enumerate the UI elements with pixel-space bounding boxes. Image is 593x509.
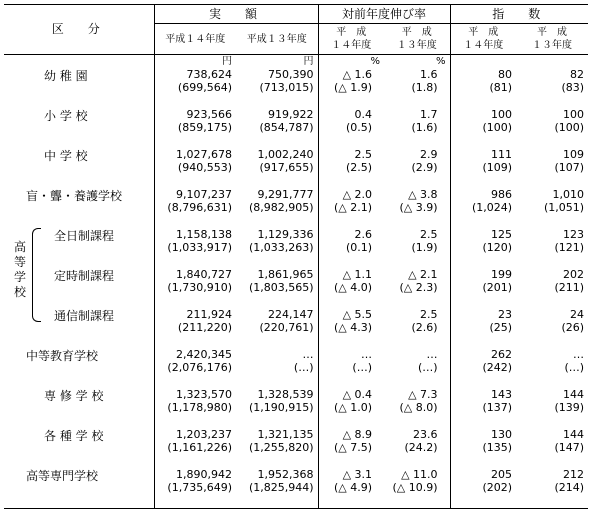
table-row [4, 188, 588, 228]
row-label [4, 148, 154, 188]
cell-amount-h13 [236, 268, 318, 308]
cell-value-paren: (25) [489, 321, 513, 334]
cell-value: 1,158,138 [176, 228, 232, 241]
cell-growth-h13 [384, 68, 450, 108]
row-label [4, 108, 154, 148]
cell-value: △ 7.3 [408, 388, 438, 401]
cell-value-paren: (△ 4.9) [333, 481, 373, 494]
cell-value-paren: (△ 10.9) [392, 481, 438, 494]
cell-amount-h13 [236, 108, 318, 148]
cell-value: 1.6 [420, 68, 438, 81]
cell-value: △ 2.1 [408, 268, 438, 281]
cell-value-paren: (1,033,263) [248, 241, 314, 254]
row-label [4, 348, 154, 388]
cell-value: 262 [491, 348, 513, 361]
cell-value: 2,420,345 [176, 348, 232, 361]
cell-amount-h14 [154, 468, 236, 509]
table-row [4, 108, 588, 148]
row-label [4, 428, 154, 468]
cell-growth-h14 [318, 348, 384, 388]
cell-value-paren: (1,051) [543, 201, 585, 214]
cell-growth-h14 [318, 188, 384, 228]
cell-value-paren: (2.6) [411, 321, 438, 334]
header-index: 指 数 [450, 5, 588, 24]
cell-value-paren: (139) [554, 401, 585, 414]
row-label-text: 小 学 校 [44, 109, 88, 123]
cell-index-h13 [516, 468, 588, 509]
cell-growth-h13 [384, 188, 450, 228]
cell-index-h14 [450, 108, 516, 148]
cell-index-h14 [450, 388, 516, 428]
cell-value-paren: (△ 1.9) [333, 81, 373, 94]
cell-amount-h13 [236, 348, 318, 388]
cell-value-paren: (…) [564, 361, 585, 374]
cell-value-paren: (242) [482, 361, 513, 374]
unit-row [4, 55, 588, 69]
cell-value-paren: (81) [489, 81, 513, 94]
table-row [4, 268, 588, 308]
cell-value: 9,291,777 [257, 188, 314, 201]
cell-value: △ 11.0 [401, 468, 438, 481]
cell-growth-h14 [318, 308, 384, 348]
cell-amount-h13 [236, 388, 318, 428]
cell-value: 1,002,240 [257, 148, 314, 161]
cell-value: … [426, 348, 438, 361]
cell-value: 1,952,368 [257, 468, 314, 481]
cell-value-paren: (1,178,980) [167, 401, 232, 414]
cell-value: △ 1.6 [342, 68, 373, 81]
cell-value-paren: (1,024) [471, 201, 513, 214]
cell-value-paren: (2.9) [411, 161, 438, 174]
cell-value: 2.6 [354, 228, 373, 241]
cell-value-paren: (1,803,565) [248, 281, 314, 294]
cell-value-paren: (859,175) [177, 121, 232, 134]
row-label-text: 定時制課程 [54, 269, 115, 283]
row-label-text: 盲・聾・養護学校 [26, 189, 123, 203]
cell-amount-h14 [154, 348, 236, 388]
table-row [4, 348, 588, 388]
cell-value: 738,624 [186, 68, 232, 81]
cell-value-paren: (137) [482, 401, 513, 414]
cell-value-paren: (…) [293, 361, 314, 374]
cell-value-paren: (26) [561, 321, 585, 334]
cell-value: … [302, 348, 314, 361]
expenditure-table [4, 4, 588, 509]
cell-growth-h13 [384, 148, 450, 188]
header-h14-growth: 平 成 １４年度 [318, 24, 384, 55]
cell-index-h14 [450, 268, 516, 308]
cell-index-h14 [450, 428, 516, 468]
cell-value-paren: (△ 2.3) [399, 281, 438, 294]
cell-value: 143 [491, 388, 513, 401]
cell-amount-h13 [236, 228, 318, 268]
cell-value-paren: (1.6) [411, 121, 438, 134]
cell-value: 211,924 [186, 308, 232, 321]
cell-value-paren: (8,982,905) [248, 201, 314, 214]
cell-value-paren: (83) [561, 81, 585, 94]
cell-value: 144 [563, 388, 585, 401]
cell-value: … [573, 348, 585, 361]
cell-value-paren: (940,553) [177, 161, 232, 174]
row-label-text: 各 種 学 校 [44, 429, 104, 443]
cell-value: 1,328,539 [257, 388, 314, 401]
cell-value: 224,147 [268, 308, 314, 321]
cell-growth-h14 [318, 388, 384, 428]
cell-value-paren: (100) [482, 121, 513, 134]
cell-value: 923,566 [186, 108, 232, 121]
cell-value-paren: (1,255,820) [248, 441, 314, 454]
cell-value: 2.5 [354, 148, 373, 161]
cell-value: 2.5 [420, 228, 438, 241]
cell-value-paren: (△ 2.1) [333, 201, 373, 214]
header-h13-index: 平 成 １３年度 [516, 24, 588, 55]
cell-amount-h14 [154, 388, 236, 428]
cell-value-paren: (135) [482, 441, 513, 454]
cell-value: 2.5 [420, 308, 438, 321]
cell-value-paren: (1,033,917) [167, 241, 232, 254]
header-kubun: 区 分 [4, 5, 154, 55]
cell-amount-h14 [154, 108, 236, 148]
unit-yen-1: 円 [154, 55, 236, 69]
cell-value-paren: (713,015) [259, 81, 314, 94]
cell-value: △ 2.0 [342, 188, 373, 201]
cell-value: 1,010 [552, 188, 585, 201]
cell-amount-h13 [236, 308, 318, 348]
cell-index-h13 [516, 228, 588, 268]
cell-value-paren: (…) [352, 361, 373, 374]
cell-value: 199 [491, 268, 513, 281]
cell-growth-h14 [318, 428, 384, 468]
cell-value-paren: (8,796,631) [167, 201, 232, 214]
cell-growth-h13 [384, 108, 450, 148]
cell-value: 9,107,237 [176, 188, 232, 201]
cell-value-paren: (107) [554, 161, 585, 174]
cell-amount-h13 [236, 148, 318, 188]
cell-value-paren: (214) [554, 481, 585, 494]
cell-value-paren: (△ 4.3) [333, 321, 373, 334]
row-label-text: 中等教育学校 [26, 349, 99, 363]
cell-value: 1,027,678 [176, 148, 232, 161]
row-label-text: 幼 稚 園 [44, 69, 88, 83]
table-row [4, 428, 588, 468]
cell-value-paren: (854,787) [259, 121, 314, 134]
unit-pct-2: % [436, 56, 446, 67]
cell-value: △ 3.1 [342, 468, 373, 481]
cell-index-h14 [450, 188, 516, 228]
cell-amount-h14 [154, 428, 236, 468]
cell-value-paren: (1,735,649) [167, 481, 232, 494]
cell-value: 24 [570, 308, 585, 321]
unit-pct-1: % [318, 55, 384, 69]
cell-value: 1,203,237 [176, 428, 232, 441]
cell-value-paren: (△ 4.0) [333, 281, 373, 294]
row-label [4, 308, 154, 348]
cell-value-paren: (1,825,944) [248, 481, 314, 494]
row-label-text: 専 修 学 校 [44, 389, 104, 403]
unit-yen-2: 円 [303, 56, 314, 67]
cell-value-paren: (220,761) [259, 321, 314, 334]
cell-value: 23 [498, 308, 513, 321]
cell-value: 100 [491, 108, 513, 121]
cell-value-paren: (1,730,910) [167, 281, 232, 294]
cell-growth-h13 [384, 228, 450, 268]
cell-value-paren: (1.8) [411, 81, 438, 94]
cell-value-paren: (211,220) [177, 321, 232, 334]
cell-growth-h13 [384, 268, 450, 308]
cell-amount-h14 [154, 228, 236, 268]
cell-value-paren: (917,655) [259, 161, 314, 174]
header-h14-amount: 平成１４年度 [154, 24, 236, 55]
cell-value: 1,861,965 [257, 268, 314, 281]
cell-amount-h14 [154, 148, 236, 188]
cell-value-paren: (△ 3.9) [399, 201, 438, 214]
cell-growth-h14 [318, 268, 384, 308]
cell-value: 23.6 [413, 428, 438, 441]
cell-index-h14 [450, 468, 516, 509]
cell-value: 144 [563, 428, 585, 441]
cell-growth-h14 [318, 108, 384, 148]
header-h13-growth: 平 成 １３年度 [384, 24, 450, 55]
koutou-bracket [32, 228, 41, 322]
row-label-text: 中 学 校 [44, 149, 88, 163]
koutou-gakkou-group-label: 高 等 学 校 [13, 240, 26, 299]
cell-value: 123 [563, 228, 585, 241]
cell-amount-h14 [154, 68, 236, 108]
cell-value-paren: (1,161,226) [167, 441, 232, 454]
cell-value-paren: (120) [482, 241, 513, 254]
row-label-text: 高等専門学校 [26, 469, 99, 483]
row-label [4, 188, 154, 228]
header-h13-amount: 平成１３年度 [236, 24, 318, 55]
cell-index-h13 [516, 308, 588, 348]
cell-index-h14 [450, 228, 516, 268]
cell-amount-h14 [154, 188, 236, 228]
cell-value: 2.9 [420, 148, 438, 161]
table-row [4, 228, 588, 268]
cell-value: … [361, 348, 373, 361]
header-amount: 実 額 [154, 5, 318, 24]
table-row [4, 148, 588, 188]
cell-growth-h13 [384, 428, 450, 468]
cell-index-h14 [450, 68, 516, 108]
cell-value-paren: (109) [482, 161, 513, 174]
cell-value-paren: (△ 1.0) [333, 401, 373, 414]
cell-growth-h13 [384, 348, 450, 388]
cell-value: 125 [491, 228, 513, 241]
cell-amount-h13 [236, 68, 318, 108]
cell-value-paren: (…) [417, 361, 438, 374]
cell-value-paren: (1.9) [411, 241, 438, 254]
cell-value: 202 [563, 268, 585, 281]
cell-amount-h14 [154, 268, 236, 308]
cell-value: △ 0.4 [342, 388, 373, 401]
cell-value-paren: (0.1) [345, 241, 373, 254]
cell-amount-h13 [236, 188, 318, 228]
cell-value: 1,840,727 [176, 268, 232, 281]
cell-growth-h13 [384, 308, 450, 348]
cell-value-paren: (699,564) [177, 81, 232, 94]
cell-value: 111 [491, 148, 513, 161]
row-label [4, 68, 154, 108]
cell-value: △ 8.9 [342, 428, 373, 441]
cell-index-h13 [516, 108, 588, 148]
cell-index-h13 [516, 148, 588, 188]
cell-value: 750,390 [268, 68, 314, 81]
cell-value-paren: (2,076,176) [167, 361, 232, 374]
cell-value-paren: (24.2) [404, 441, 438, 454]
cell-value-paren: (147) [554, 441, 585, 454]
cell-value: 986 [491, 188, 513, 201]
table-row [4, 308, 588, 348]
header-h14-index: 平 成 １４年度 [450, 24, 516, 55]
cell-value-paren: (2.5) [345, 161, 373, 174]
cell-value: 100 [563, 108, 585, 121]
table-row [4, 388, 588, 428]
cell-growth-h14 [318, 68, 384, 108]
cell-value-paren: (100) [554, 121, 585, 134]
cell-growth-h13 [384, 388, 450, 428]
cell-value: 1,890,942 [176, 468, 232, 481]
cell-index-h13 [516, 428, 588, 468]
cell-index-h14 [450, 308, 516, 348]
cell-value-paren: (211) [554, 281, 585, 294]
cell-amount-h13 [236, 468, 318, 509]
cell-amount-h14 [154, 308, 236, 348]
cell-value-paren: (△ 7.5) [333, 441, 373, 454]
cell-index-h14 [450, 148, 516, 188]
cell-value-paren: (121) [554, 241, 585, 254]
cell-value: 0.4 [354, 108, 373, 121]
cell-index-h13 [516, 268, 588, 308]
cell-amount-h13 [236, 428, 318, 468]
table-row [4, 468, 588, 509]
row-label-text: 全日制課程 [54, 229, 115, 243]
header-growth: 対前年度伸び率 [318, 5, 450, 24]
cell-value: 80 [498, 68, 513, 81]
cell-value: △ 5.5 [342, 308, 373, 321]
row-label [4, 388, 154, 428]
cell-index-h13 [516, 388, 588, 428]
cell-index-h13 [516, 68, 588, 108]
cell-growth-h14 [318, 148, 384, 188]
cell-index-h13 [516, 348, 588, 388]
cell-value: 212 [563, 468, 585, 481]
cell-value: △ 1.1 [342, 268, 373, 281]
cell-index-h14 [450, 348, 516, 388]
cell-value: 1,129,336 [257, 228, 314, 241]
cell-index-h13 [516, 188, 588, 228]
cell-value-paren: (202) [482, 481, 513, 494]
cell-growth-h13 [384, 468, 450, 509]
row-label-text: 通信制課程 [54, 309, 115, 323]
cell-value: 205 [491, 468, 513, 481]
cell-value: 1.7 [420, 108, 438, 121]
cell-value: 130 [491, 428, 513, 441]
cell-growth-h14 [318, 228, 384, 268]
table-row [4, 68, 588, 108]
cell-value: 109 [563, 148, 585, 161]
cell-value: 919,922 [268, 108, 314, 121]
cell-value: 82 [570, 68, 585, 81]
cell-value: △ 3.8 [408, 188, 438, 201]
cell-value: 1,321,135 [257, 428, 314, 441]
cell-value: 1,323,570 [176, 388, 232, 401]
cell-value-paren: (0.5) [345, 121, 373, 134]
header-row-1 [4, 5, 588, 24]
row-label [4, 468, 154, 509]
cell-value-paren: (1,190,915) [248, 401, 314, 414]
cell-value-paren: (201) [482, 281, 513, 294]
cell-value-paren: (△ 8.0) [399, 401, 438, 414]
cell-growth-h14 [318, 468, 384, 509]
